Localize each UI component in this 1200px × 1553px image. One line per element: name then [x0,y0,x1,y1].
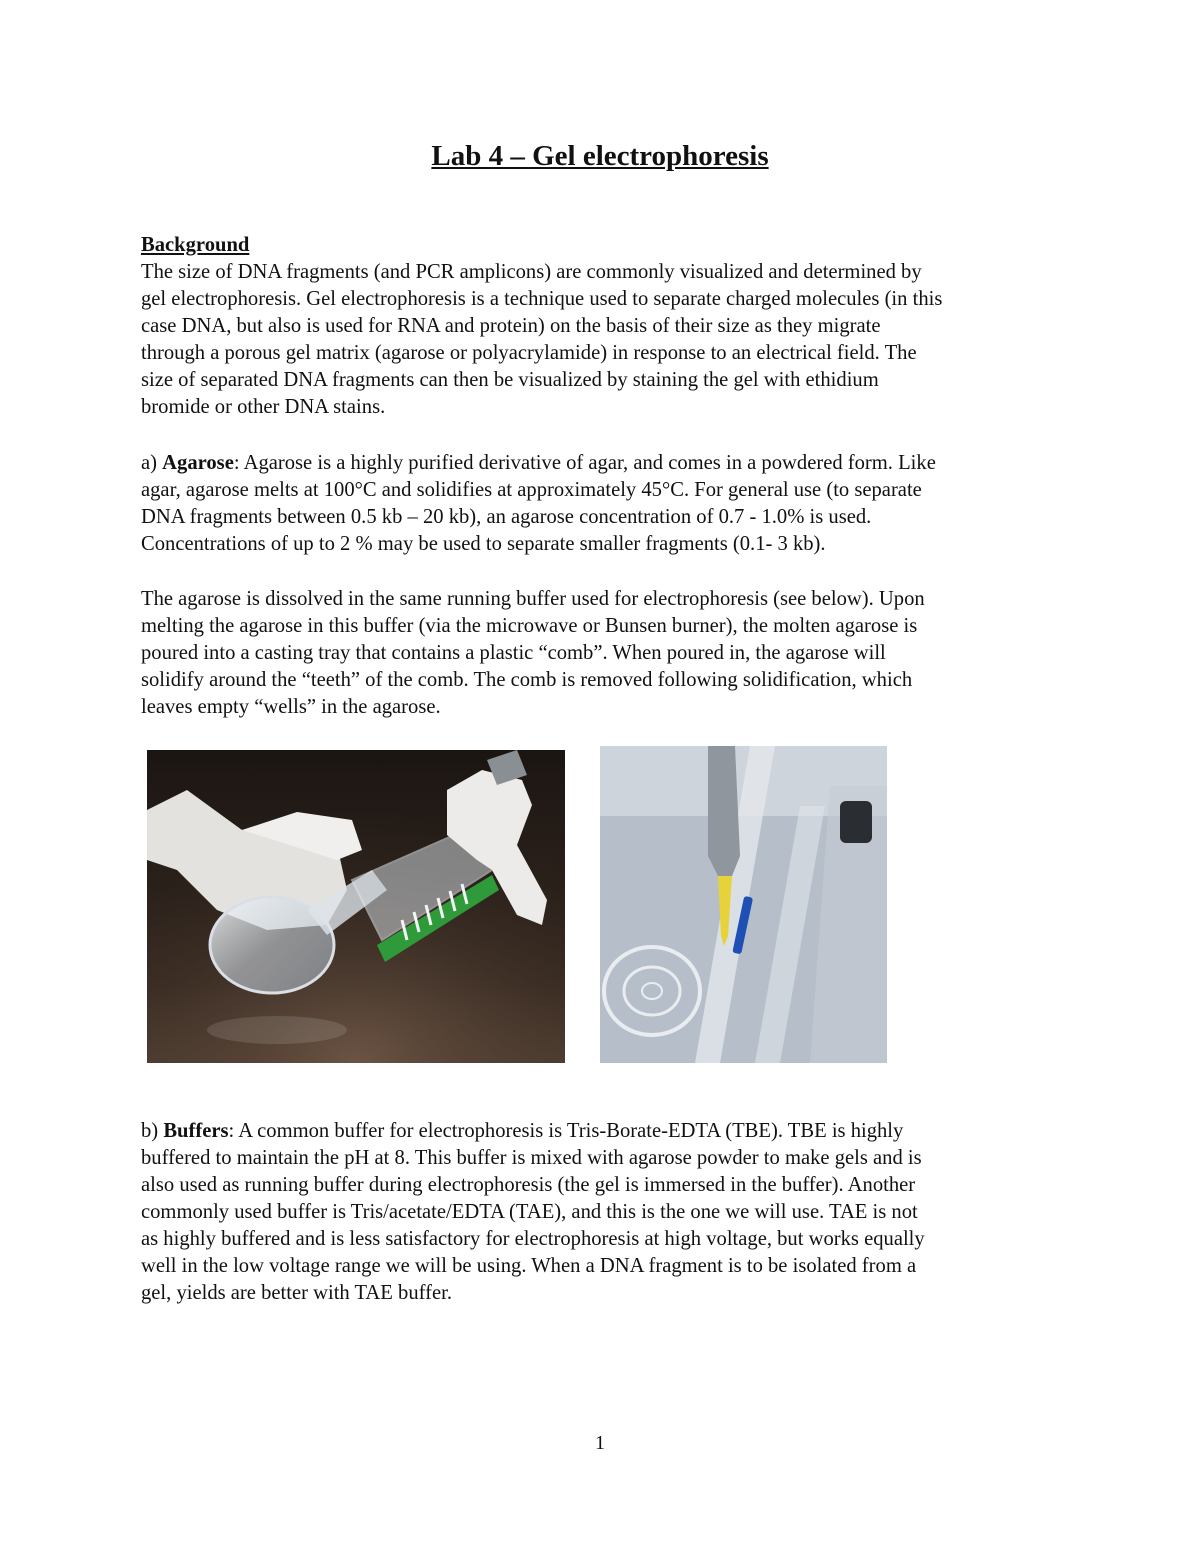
casting-line: poured into a casting tray that contains a plastic “comb”. When poured in, the agarose will [141,642,886,664]
electrode-knob [840,801,872,843]
casting-line: melting the agarose in this buffer (via the microwave or Bunsen burner), the molten agarose is [141,615,918,637]
buffers-line: as highly buffered and is less satisfactory for electrophoresis at high voltage, but works equally [141,1228,925,1250]
background-line: The size of DNA fragments (and PCR amplicons) are commonly visualized and determined by [141,261,922,283]
casting-line: The agarose is dissolved in the same running buffer used for electrophoresis (see below). Upon [141,588,925,610]
agarose-section [141,450,1071,558]
agarose-term: Agarose [162,452,234,474]
background-line: size of separated DNA fragments can then be visualized by staining the gel with ethidium [141,369,879,391]
buffers-section [141,1118,1071,1307]
photo-pouring-agarose [147,750,565,1063]
buffers-line: commonly used buffer is Tris/acetate/EDTA (TAE), and this is the one we will use. TAE is not [141,1201,918,1223]
background-line: case DNA, but also is used for RNA and protein) on the basis of their size as they migrate [141,315,881,337]
background-heading: Background [141,234,250,256]
background-section [141,232,1071,421]
buffers-line: well in the low voltage range we will be using. When a DNA fragment is to be isolated from a [141,1255,917,1277]
page-title: Lab 4 – Gel electrophoresis [431,140,769,172]
buffers-first-line [141,1118,1071,1145]
casting-paragraph [141,586,1071,721]
pipette [708,746,740,876]
buffers-first-line-rest: : A common buffer for electrophoresis is Tris-Borate-EDTA (TBE). TBE is highly [228,1120,904,1142]
agarose-line: Concentrations of up to 2 % may be used to separate smaller fragments (0.1- 3 kb). [141,533,826,555]
casting-line: leaves empty “wells” in the agarose. [141,696,441,718]
agarose-first-line [141,450,1071,477]
buffers-term: Buffers [163,1120,229,1142]
buffers-line: also used as running buffer during electrophoresis (the gel is immersed in the buffer). Another [141,1174,916,1196]
photo-loading-gel [600,746,887,1063]
casting-line: solidify around the “teeth” of the comb. The comb is removed following solidification, which [141,669,913,691]
agarose-line: agar, agarose melts at 100°C and solidifies at approximately 45°C. For general use (to separate [141,479,922,501]
page-number: 1 [595,1432,605,1454]
agarose-first-line-rest: : Agarose is a highly purified derivative of agar, and comes in a powdered form. Like [233,452,936,474]
background-line: bromide or other DNA stains. [141,396,386,418]
background-line: through a porous gel matrix (agarose or polyacrylamide) in response to an electrical field. The [141,342,917,364]
agarose-line: DNA fragments between 0.5 kb – 20 kb), an agarose concentration of 0.7 - 1.0% is used. [141,506,872,528]
buffers-line: gel, yields are better with TAE buffer. [141,1282,452,1304]
buffers-line: buffered to maintain the pH at 8. This buffer is mixed with agarose powder to make gels and is [141,1147,922,1169]
pipette-illustration [600,746,887,1063]
pouring-illustration [147,750,565,1063]
buffers-prefix: b) [141,1120,164,1142]
background-line: gel electrophoresis. Gel electrophoresis is a technique used to separate charged molecules (in this [141,288,943,310]
agarose-prefix: a) [141,452,163,474]
